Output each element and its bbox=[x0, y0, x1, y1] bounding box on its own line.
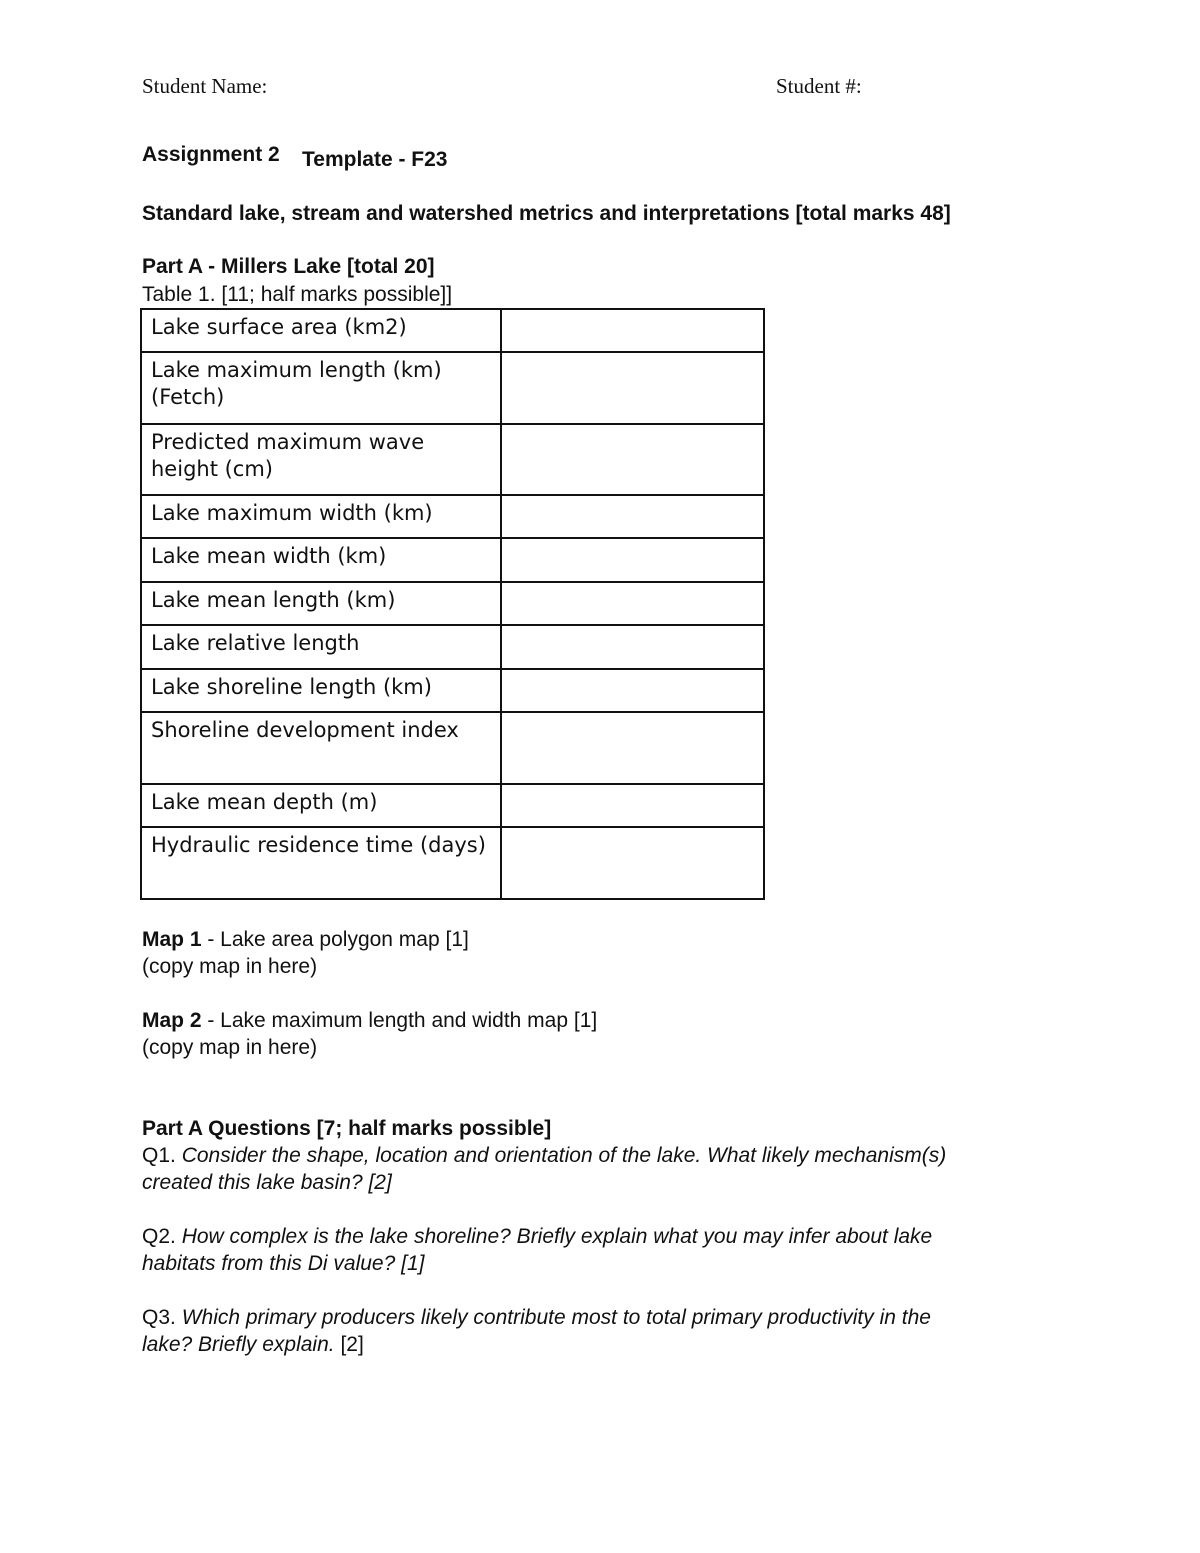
row-label: Lake mean length (km) bbox=[141, 582, 501, 625]
map-1-heading bbox=[142, 926, 469, 953]
part-a-heading: Part A - Millers Lake [total 20] bbox=[142, 255, 435, 278]
q2-text-line2: habitats from this Di value? [1] bbox=[142, 1252, 425, 1275]
map-2-text: - Lake maximum length and width map [1] bbox=[201, 1009, 598, 1032]
template-title: Template - F23 bbox=[302, 148, 448, 171]
row-label: Lake surface area (km2) bbox=[141, 309, 501, 352]
row-value-cell[interactable] bbox=[501, 538, 764, 582]
row-value-cell[interactable] bbox=[501, 669, 764, 712]
q1-number: Q1. bbox=[142, 1144, 182, 1167]
table-row bbox=[141, 538, 764, 582]
table-caption: Table 1. [11; half marks possible]] bbox=[142, 283, 453, 306]
row-label: Lake relative length bbox=[141, 625, 501, 669]
question-2 bbox=[142, 1223, 932, 1277]
map-1-placeholder[interactable]: (copy map in here) bbox=[142, 955, 318, 978]
lake-metrics-table bbox=[140, 308, 765, 900]
row-label: Lake maximum length (km) (Fetch) bbox=[141, 352, 501, 424]
assignment-title: Assignment 2 bbox=[142, 143, 280, 166]
question-1 bbox=[142, 1142, 946, 1196]
row-value-cell[interactable] bbox=[501, 784, 764, 827]
map-2-section bbox=[142, 1007, 597, 1061]
document-subtitle: Standard lake, stream and watershed metrics and interpretations [total marks 48] bbox=[142, 202, 951, 225]
table-row bbox=[141, 827, 764, 899]
row-label: Shoreline development index bbox=[141, 712, 501, 784]
table-row bbox=[141, 625, 764, 669]
student-number-label: Student #: bbox=[776, 74, 862, 98]
row-label: Lake mean width (km) bbox=[141, 538, 501, 582]
q1-text-line2: created this lake basin? [2] bbox=[142, 1171, 392, 1194]
q3-text-line1: Which primary producers likely contribute most to total primary productivity in the bbox=[181, 1306, 931, 1329]
table-row bbox=[141, 784, 764, 827]
map-1-text: - Lake area polygon map [1] bbox=[201, 928, 469, 951]
row-value-cell[interactable] bbox=[501, 712, 764, 784]
row-value-cell[interactable] bbox=[501, 495, 764, 538]
map-2-heading bbox=[142, 1007, 597, 1034]
map-2-placeholder[interactable]: (copy map in here) bbox=[142, 1036, 318, 1059]
table-row bbox=[141, 309, 764, 352]
q1-text-line1: Consider the shape, location and orientation of the lake. What likely mechanism(s) bbox=[181, 1144, 947, 1167]
row-value-cell[interactable] bbox=[501, 424, 764, 495]
row-value-cell[interactable] bbox=[501, 352, 764, 424]
question-3 bbox=[142, 1304, 931, 1358]
q3-marks: [2] bbox=[340, 1333, 364, 1356]
row-label: Lake mean depth (m) bbox=[141, 784, 501, 827]
map-2-label: Map 2 bbox=[142, 1009, 202, 1032]
q2-number: Q2. bbox=[142, 1225, 182, 1248]
student-name-label: Student Name: bbox=[142, 74, 268, 98]
table-row bbox=[141, 582, 764, 625]
q3-text-line2: lake? Briefly explain. bbox=[142, 1333, 341, 1356]
row-value-cell[interactable] bbox=[501, 582, 764, 625]
row-value-cell[interactable] bbox=[501, 827, 764, 899]
map-1-label: Map 1 bbox=[142, 928, 202, 951]
table-row bbox=[141, 712, 764, 784]
table-row bbox=[141, 352, 764, 424]
table-row bbox=[141, 424, 764, 495]
row-label: Predicted maximum wave height (cm) bbox=[141, 424, 501, 495]
q3-number: Q3. bbox=[142, 1306, 182, 1329]
table-row bbox=[141, 669, 764, 712]
row-value-cell[interactable] bbox=[501, 309, 764, 352]
q2-text-line1: How complex is the lake shoreline? Briefly explain what you may infer about lake bbox=[181, 1225, 933, 1248]
map-1-section bbox=[142, 926, 469, 980]
questions-heading: Part A Questions [7; half marks possible] bbox=[142, 1117, 552, 1140]
row-label: Lake shoreline length (km) bbox=[141, 669, 501, 712]
table-row bbox=[141, 495, 764, 538]
row-label: Lake maximum width (km) bbox=[141, 495, 501, 538]
row-label: Hydraulic residence time (days) bbox=[141, 827, 501, 899]
row-value-cell[interactable] bbox=[501, 625, 764, 669]
